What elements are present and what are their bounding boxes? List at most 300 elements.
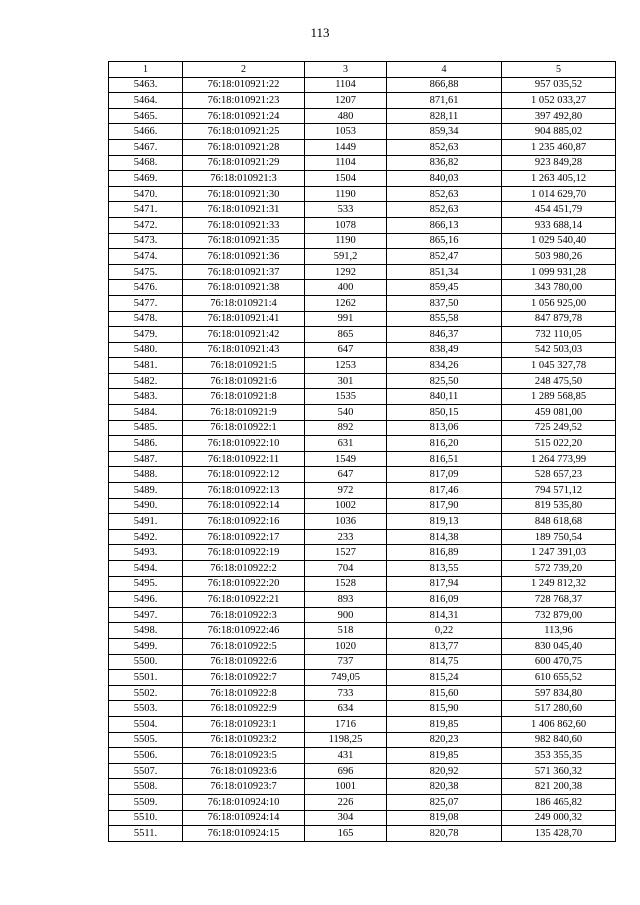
area-cell: 631 — [305, 436, 387, 452]
table-row — [109, 373, 616, 389]
area-cell: 1020 — [305, 638, 387, 654]
row-number-cell: 5498. — [109, 623, 183, 639]
value-cell: 794 571,12 — [502, 483, 616, 499]
column-header: 4 — [387, 62, 502, 78]
row-number-cell: 5469. — [109, 171, 183, 187]
rate-cell: 820,92 — [387, 763, 502, 779]
value-cell: 904 885,02 — [502, 124, 616, 140]
cadastral-number-cell: 76:18:010921:8 — [183, 389, 305, 405]
table-row — [109, 483, 616, 499]
row-number-cell: 5507. — [109, 763, 183, 779]
row-number-cell: 5497. — [109, 607, 183, 623]
rate-cell: 820,38 — [387, 779, 502, 795]
row-number-cell: 5481. — [109, 358, 183, 374]
rate-cell: 815,60 — [387, 685, 502, 701]
rate-cell: 871,61 — [387, 93, 502, 109]
row-number-cell: 5492. — [109, 529, 183, 545]
table-row — [109, 139, 616, 155]
area-cell: 647 — [305, 342, 387, 358]
area-cell: 1190 — [305, 186, 387, 202]
table-row — [109, 498, 616, 514]
rate-cell: 816,20 — [387, 436, 502, 452]
value-cell: 353 355,35 — [502, 748, 616, 764]
cadastral-number-cell: 76:18:010921:41 — [183, 311, 305, 327]
table-row — [109, 233, 616, 249]
row-number-cell: 5494. — [109, 561, 183, 577]
rate-cell: 813,55 — [387, 561, 502, 577]
area-cell: 1449 — [305, 139, 387, 155]
table-row — [109, 155, 616, 171]
header-row — [109, 62, 616, 78]
row-number-cell: 5471. — [109, 202, 183, 218]
rate-cell: 820,78 — [387, 826, 502, 842]
cadastral-number-cell: 76:18:010922:3 — [183, 607, 305, 623]
rate-cell: 817,90 — [387, 498, 502, 514]
value-cell: 933 688,14 — [502, 217, 616, 233]
rate-cell: 817,94 — [387, 576, 502, 592]
row-number-cell: 5475. — [109, 264, 183, 280]
area-cell: 518 — [305, 623, 387, 639]
area-cell: 972 — [305, 483, 387, 499]
area-cell: 1198,25 — [305, 732, 387, 748]
area-cell: 1036 — [305, 514, 387, 530]
cadastral-number-cell: 76:18:010922:13 — [183, 483, 305, 499]
area-cell: 737 — [305, 654, 387, 670]
row-number-cell: 5500. — [109, 654, 183, 670]
value-cell: 135 428,70 — [502, 826, 616, 842]
value-cell: 923 849,28 — [502, 155, 616, 171]
rate-cell: 815,90 — [387, 701, 502, 717]
area-cell: 647 — [305, 467, 387, 483]
row-number-cell: 5503. — [109, 701, 183, 717]
table-row — [109, 810, 616, 826]
cadastral-number-cell: 76:18:010921:33 — [183, 217, 305, 233]
area-cell: 226 — [305, 794, 387, 810]
area-cell: 733 — [305, 685, 387, 701]
cadastral-number-cell: 76:18:010922:8 — [183, 685, 305, 701]
area-cell: 900 — [305, 607, 387, 623]
value-cell: 1 289 568,85 — [502, 389, 616, 405]
value-cell: 249 000,32 — [502, 810, 616, 826]
value-cell: 1 056 925,00 — [502, 295, 616, 311]
row-number-cell: 5476. — [109, 280, 183, 296]
cadastral-number-cell: 76:18:010921:23 — [183, 93, 305, 109]
area-cell: 1535 — [305, 389, 387, 405]
area-cell: 704 — [305, 561, 387, 577]
table-header — [109, 62, 616, 78]
value-cell: 821 200,38 — [502, 779, 616, 795]
cadastral-number-cell: 76:18:010923:6 — [183, 763, 305, 779]
rate-cell: 859,34 — [387, 124, 502, 140]
rate-cell: 852,47 — [387, 249, 502, 265]
value-cell: 1 249 812,32 — [502, 576, 616, 592]
row-number-cell: 5486. — [109, 436, 183, 452]
row-number-cell: 5489. — [109, 483, 183, 499]
table-row — [109, 576, 616, 592]
cadastral-number-cell: 76:18:010921:42 — [183, 327, 305, 343]
row-number-cell: 5463. — [109, 77, 183, 93]
rate-cell: 816,89 — [387, 545, 502, 561]
row-number-cell: 5472. — [109, 217, 183, 233]
area-cell: 1002 — [305, 498, 387, 514]
area-cell: 400 — [305, 280, 387, 296]
table-row — [109, 405, 616, 421]
cadastral-number-cell: 76:18:010921:36 — [183, 249, 305, 265]
table-row — [109, 186, 616, 202]
value-cell: 819 535,80 — [502, 498, 616, 514]
cadastral-number-cell: 76:18:010921:4 — [183, 295, 305, 311]
row-number-cell: 5504. — [109, 716, 183, 732]
row-number-cell: 5485. — [109, 420, 183, 436]
area-cell: 540 — [305, 405, 387, 421]
area-cell: 1207 — [305, 93, 387, 109]
table-row — [109, 654, 616, 670]
cadastral-number-cell: 76:18:010921:25 — [183, 124, 305, 140]
row-number-cell: 5473. — [109, 233, 183, 249]
table-row — [109, 389, 616, 405]
value-cell: 1 045 327,78 — [502, 358, 616, 374]
value-cell: 503 980,26 — [502, 249, 616, 265]
cadastral-number-cell: 76:18:010923:7 — [183, 779, 305, 795]
cadastral-number-cell: 76:18:010922:7 — [183, 670, 305, 686]
row-number-cell: 5501. — [109, 670, 183, 686]
rate-cell: 815,24 — [387, 670, 502, 686]
cadastral-number-cell: 76:18:010922:46 — [183, 623, 305, 639]
row-number-cell: 5495. — [109, 576, 183, 592]
cadastral-number-cell: 76:18:010921:38 — [183, 280, 305, 296]
rate-cell: 817,46 — [387, 483, 502, 499]
cadastral-number-cell: 76:18:010922:2 — [183, 561, 305, 577]
value-cell: 528 657,23 — [502, 467, 616, 483]
table-row — [109, 794, 616, 810]
area-cell: 749,05 — [305, 670, 387, 686]
area-cell: 865 — [305, 327, 387, 343]
cadastral-number-cell: 76:18:010923:2 — [183, 732, 305, 748]
area-cell: 634 — [305, 701, 387, 717]
cadastral-number-cell: 76:18:010922:16 — [183, 514, 305, 530]
cadastral-number-cell: 76:18:010921:30 — [183, 186, 305, 202]
value-cell: 1 052 033,27 — [502, 93, 616, 109]
value-cell: 1 247 391,03 — [502, 545, 616, 561]
rate-cell: 825,07 — [387, 794, 502, 810]
value-cell: 597 834,80 — [502, 685, 616, 701]
area-cell: 1716 — [305, 716, 387, 732]
cadastral-number-cell: 76:18:010923:1 — [183, 716, 305, 732]
cadastral-number-cell: 76:18:010924:15 — [183, 826, 305, 842]
table-row — [109, 701, 616, 717]
cadastral-number-cell: 76:18:010922:11 — [183, 451, 305, 467]
table-row — [109, 280, 616, 296]
cadastral-number-cell: 76:18:010921:6 — [183, 373, 305, 389]
value-cell: 1 263 405,12 — [502, 171, 616, 187]
rate-cell: 840,11 — [387, 389, 502, 405]
rate-cell: 817,09 — [387, 467, 502, 483]
value-cell: 186 465,82 — [502, 794, 616, 810]
area-cell: 1262 — [305, 295, 387, 311]
value-cell: 1 406 862,60 — [502, 716, 616, 732]
table-row — [109, 779, 616, 795]
rate-cell: 828,11 — [387, 108, 502, 124]
value-cell: 572 739,20 — [502, 561, 616, 577]
value-cell: 847 879,78 — [502, 311, 616, 327]
table-row — [109, 108, 616, 124]
row-number-cell: 5502. — [109, 685, 183, 701]
cadastral-number-cell: 76:18:010921:28 — [183, 139, 305, 155]
area-cell: 1253 — [305, 358, 387, 374]
table-body — [109, 77, 616, 841]
column-header: 1 — [109, 62, 183, 78]
row-number-cell: 5490. — [109, 498, 183, 514]
value-cell: 1 235 460,87 — [502, 139, 616, 155]
table-row — [109, 467, 616, 483]
area-cell: 301 — [305, 373, 387, 389]
area-cell: 893 — [305, 592, 387, 608]
rate-cell: 855,58 — [387, 311, 502, 327]
table-row — [109, 436, 616, 452]
table-row — [109, 607, 616, 623]
table-row — [109, 327, 616, 343]
area-cell: 991 — [305, 311, 387, 327]
rate-cell: 0,22 — [387, 623, 502, 639]
value-cell: 189 750,54 — [502, 529, 616, 545]
cadastral-number-cell: 76:18:010924:10 — [183, 794, 305, 810]
value-cell: 454 451,79 — [502, 202, 616, 218]
area-cell: 1190 — [305, 233, 387, 249]
rate-cell: 814,75 — [387, 654, 502, 670]
row-number-cell: 5478. — [109, 311, 183, 327]
table-row — [109, 202, 616, 218]
table-row — [109, 451, 616, 467]
table-row — [109, 264, 616, 280]
row-number-cell: 5508. — [109, 779, 183, 795]
value-cell: 517 280,60 — [502, 701, 616, 717]
table-row — [109, 514, 616, 530]
cadastral-number-cell: 76:18:010921:35 — [183, 233, 305, 249]
value-cell: 1 029 540,40 — [502, 233, 616, 249]
value-cell: 725 249,52 — [502, 420, 616, 436]
cadastral-number-cell: 76:18:010922:6 — [183, 654, 305, 670]
table-row — [109, 826, 616, 842]
row-number-cell: 5509. — [109, 794, 183, 810]
rate-cell: 814,31 — [387, 607, 502, 623]
table-row — [109, 249, 616, 265]
rate-cell: 866,13 — [387, 217, 502, 233]
rate-cell: 837,50 — [387, 295, 502, 311]
row-number-cell: 5482. — [109, 373, 183, 389]
cadastral-number-cell: 76:18:010921:22 — [183, 77, 305, 93]
rate-cell: 852,63 — [387, 202, 502, 218]
area-cell: 1292 — [305, 264, 387, 280]
cadastral-number-cell: 76:18:010922:14 — [183, 498, 305, 514]
row-number-cell: 5474. — [109, 249, 183, 265]
row-number-cell: 5470. — [109, 186, 183, 202]
cadastral-number-cell: 76:18:010922:10 — [183, 436, 305, 452]
value-cell: 343 780,00 — [502, 280, 616, 296]
rate-cell: 813,77 — [387, 638, 502, 654]
value-cell: 1 264 773,99 — [502, 451, 616, 467]
area-cell: 1549 — [305, 451, 387, 467]
cadastral-number-cell: 76:18:010921:9 — [183, 405, 305, 421]
row-number-cell: 5493. — [109, 545, 183, 561]
cadastral-number-cell: 76:18:010922:20 — [183, 576, 305, 592]
area-cell: 696 — [305, 763, 387, 779]
row-number-cell: 5479. — [109, 327, 183, 343]
row-number-cell: 5511. — [109, 826, 183, 842]
rate-cell: 859,45 — [387, 280, 502, 296]
table-row — [109, 638, 616, 654]
rate-cell: 866,88 — [387, 77, 502, 93]
data-table — [108, 61, 616, 842]
area-cell: 1104 — [305, 77, 387, 93]
table-row — [109, 763, 616, 779]
table-row — [109, 529, 616, 545]
row-number-cell: 5465. — [109, 108, 183, 124]
value-cell: 957 035,52 — [502, 77, 616, 93]
row-number-cell: 5480. — [109, 342, 183, 358]
area-cell: 1104 — [305, 155, 387, 171]
row-number-cell: 5499. — [109, 638, 183, 654]
rate-cell: 865,16 — [387, 233, 502, 249]
value-cell: 113,96 — [502, 623, 616, 639]
table-row — [109, 342, 616, 358]
value-cell: 1 014 629,70 — [502, 186, 616, 202]
value-cell: 515 022,20 — [502, 436, 616, 452]
table-row — [109, 77, 616, 93]
rate-cell: 813,06 — [387, 420, 502, 436]
area-cell: 304 — [305, 810, 387, 826]
value-cell: 600 470,75 — [502, 654, 616, 670]
rate-cell: 825,50 — [387, 373, 502, 389]
table-row — [109, 93, 616, 109]
area-cell: 533 — [305, 202, 387, 218]
table-row — [109, 592, 616, 608]
value-cell: 732 879,00 — [502, 607, 616, 623]
row-number-cell: 5484. — [109, 405, 183, 421]
row-number-cell: 5496. — [109, 592, 183, 608]
area-cell: 892 — [305, 420, 387, 436]
row-number-cell: 5464. — [109, 93, 183, 109]
value-cell: 248 475,50 — [502, 373, 616, 389]
rate-cell: 816,09 — [387, 592, 502, 608]
table-row — [109, 685, 616, 701]
value-cell: 397 492,80 — [502, 108, 616, 124]
cadastral-number-cell: 76:18:010921:43 — [183, 342, 305, 358]
area-cell: 1528 — [305, 576, 387, 592]
value-cell: 610 655,52 — [502, 670, 616, 686]
table-row — [109, 732, 616, 748]
row-number-cell: 5488. — [109, 467, 183, 483]
rate-cell: 814,38 — [387, 529, 502, 545]
table-row — [109, 748, 616, 764]
table-row — [109, 171, 616, 187]
table-row — [109, 217, 616, 233]
cadastral-number-cell: 76:18:010921:5 — [183, 358, 305, 374]
value-cell: 830 045,40 — [502, 638, 616, 654]
cadastral-number-cell: 76:18:010922:17 — [183, 529, 305, 545]
rate-cell: 819,13 — [387, 514, 502, 530]
area-cell: 1053 — [305, 124, 387, 140]
column-header: 5 — [502, 62, 616, 78]
rate-cell: 840,03 — [387, 171, 502, 187]
row-number-cell: 5467. — [109, 139, 183, 155]
page-number: 113 — [310, 25, 330, 40]
area-cell: 1001 — [305, 779, 387, 795]
cadastral-number-cell: 76:18:010921:3 — [183, 171, 305, 187]
rate-cell: 851,34 — [387, 264, 502, 280]
cadastral-number-cell: 76:18:010921:24 — [183, 108, 305, 124]
column-header: 3 — [305, 62, 387, 78]
area-cell: 1504 — [305, 171, 387, 187]
rate-cell: 838,49 — [387, 342, 502, 358]
cadastral-number-cell: 76:18:010922:19 — [183, 545, 305, 561]
area-cell: 591,2 — [305, 249, 387, 265]
value-cell: 1 099 931,28 — [502, 264, 616, 280]
area-cell: 1527 — [305, 545, 387, 561]
row-number-cell: 5477. — [109, 295, 183, 311]
rate-cell: 819,85 — [387, 716, 502, 732]
cadastral-number-cell: 76:18:010923:5 — [183, 748, 305, 764]
table-row — [109, 670, 616, 686]
row-number-cell: 5510. — [109, 810, 183, 826]
table-row — [109, 716, 616, 732]
value-cell: 459 081,00 — [502, 405, 616, 421]
area-cell: 480 — [305, 108, 387, 124]
area-cell: 233 — [305, 529, 387, 545]
row-number-cell: 5506. — [109, 748, 183, 764]
value-cell: 982 840,60 — [502, 732, 616, 748]
table-row — [109, 623, 616, 639]
value-cell: 848 618,68 — [502, 514, 616, 530]
cadastral-number-cell: 76:18:010921:31 — [183, 202, 305, 218]
rate-cell: 846,37 — [387, 327, 502, 343]
value-cell: 728 768,37 — [502, 592, 616, 608]
rate-cell: 852,63 — [387, 139, 502, 155]
row-number-cell: 5468. — [109, 155, 183, 171]
row-number-cell: 5466. — [109, 124, 183, 140]
area-cell: 1078 — [305, 217, 387, 233]
table-row — [109, 545, 616, 561]
rate-cell: 834,26 — [387, 358, 502, 374]
table-row — [109, 420, 616, 436]
value-cell: 732 110,05 — [502, 327, 616, 343]
cadastral-number-cell: 76:18:010922:1 — [183, 420, 305, 436]
cadastral-number-cell: 76:18:010922:9 — [183, 701, 305, 717]
column-header: 2 — [183, 62, 305, 78]
area-cell: 431 — [305, 748, 387, 764]
area-cell: 165 — [305, 826, 387, 842]
cadastral-number-cell: 76:18:010924:14 — [183, 810, 305, 826]
row-number-cell: 5487. — [109, 451, 183, 467]
row-number-cell: 5505. — [109, 732, 183, 748]
table-row — [109, 124, 616, 140]
rate-cell: 816,51 — [387, 451, 502, 467]
value-cell: 571 360,32 — [502, 763, 616, 779]
rate-cell: 819,08 — [387, 810, 502, 826]
cadastral-number-cell: 76:18:010922:12 — [183, 467, 305, 483]
cadastral-number-cell: 76:18:010921:37 — [183, 264, 305, 280]
rate-cell: 850,15 — [387, 405, 502, 421]
rate-cell: 819,85 — [387, 748, 502, 764]
table-row — [109, 295, 616, 311]
table-row — [109, 561, 616, 577]
cadastral-number-cell: 76:18:010922:5 — [183, 638, 305, 654]
value-cell: 542 503,03 — [502, 342, 616, 358]
rate-cell: 836,82 — [387, 155, 502, 171]
rate-cell: 852,63 — [387, 186, 502, 202]
table-row — [109, 311, 616, 327]
cadastral-number-cell: 76:18:010922:21 — [183, 592, 305, 608]
table-row — [109, 358, 616, 374]
